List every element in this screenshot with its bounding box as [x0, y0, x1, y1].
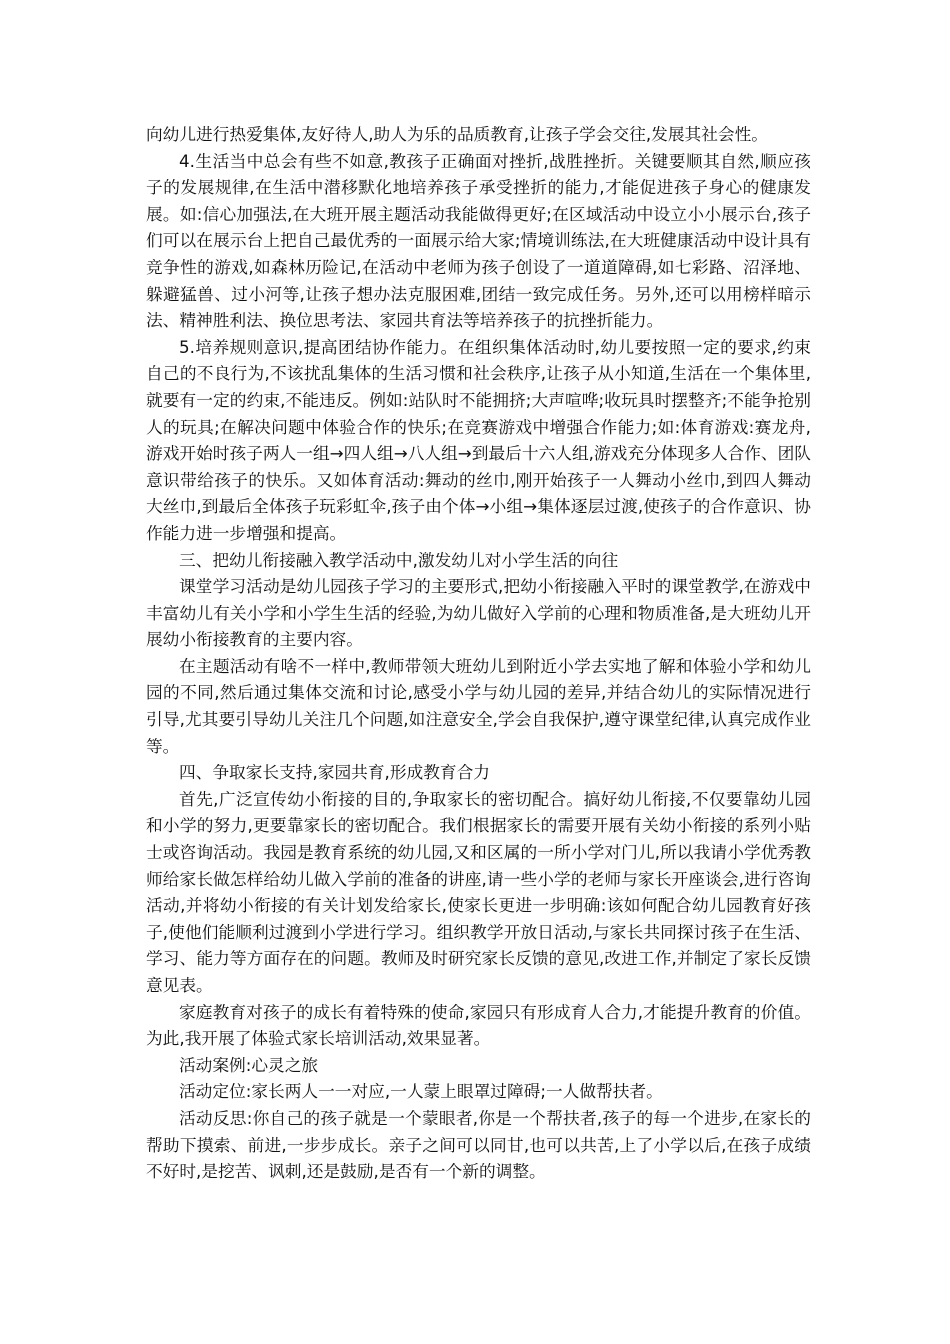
paragraph-case-positioning: 活动定位:家长两人一一对应,一人蒙上眼罩过障碍;一人做帮扶者。: [179, 1081, 663, 1102]
section-heading-3: 三、把幼儿衔接融入教学活动中,激发幼儿对小学生活的向往: [179, 549, 619, 570]
paragraph-item-5: 5.培养规则意识,提高团结协作能力。在组织集体活动时,幼儿要按照一定的要求,约束自己的不良行为,不该扰乱集体的生活习惯和社会秩序,让孩子从小知道,生活在一个集体里,就要有一定的约束,不能违反。例如:站队时不能拥挤;大声喧哗;收玩具时摆整齐;不能争抢别人的玩具;在解决问题中体验合作的快乐;在竞赛游戏中增强合作能力;如:体育游戏:赛龙舟,游戏开始时孩子两人一组→四人组→八人组→到最后十六人组,游戏充分体现多人合作、团队意识带给孩子的快乐。又如体育活动:舞动的丝巾,刚开始孩子一人舞动小丝巾,到四人舞动大丝巾,到最后全体孩子玩彩虹伞,孩子由个体→小组→集体逐层过渡,使孩子的合作意识、协作能力进一步增强和提高。: [146, 336, 811, 543]
paragraph-case-title: 活动案例:心灵之旅: [179, 1054, 319, 1075]
document-body: [146, 121, 811, 1185]
paragraph-continuation: 向幼儿进行热爱集体,友好待人,助人为乐的品质教育,让孩子学会交往,发展其社会性。: [146, 124, 768, 144]
section-heading-4: 四、争取家长支持,家园共育,形成教育合力: [179, 762, 490, 783]
paragraph-theme-activity: 在主题活动有啥不一样中,教师带领大班幼儿到附近小学去实地了解和体验小学和幼儿园的不同,然后通过集体交流和讨论,感受小学与幼儿园的差异,并结合幼儿的实际情况进行引导,尤其要引导幼儿关注几个问题,如注意安全,学会自我保护,遵守课堂纪律,认真完成作业等。: [146, 655, 811, 756]
paragraph-parents: 首先,广泛宣传幼小衔接的目的,争取家长的密切配合。搞好幼儿衔接,不仅要靠幼儿园和小学的努力,更要靠家长的密切配合。我们根据家长的需要开展有关幼小衔接的系列小贴士或咨询活动。我园是教育系统的幼儿园,又和区属的一所小学对门儿,所以我请小学优秀教师给家长做怎样给幼儿做入学前的准备的讲座,请一些小学的老师与家长开座谈会,进行咨询活动,并将幼小衔接的有关计划发给家长,使家长更进一步明确:该如何配合幼儿园教育好孩子,使他们能顺利过渡到小学进行学习。组织教学开放日活动,与家长共同探讨孩子在生活、学习、能力等方面存在的问题。教师及时研究家长反馈的意见,改进工作,并制定了家长反馈意见表。: [146, 788, 811, 995]
paragraph-item-4: 4.生活当中总会有些不如意,教孩子正确面对挫折,战胜挫折。关键要顺其自然,顺应孩子的发展规律,在生活中潜移默化地培养孩子承受挫折的能力,才能促进孩子身心的健康发展。如:信心加强法,在大班开展主题活动我能做得更好;在区域活动中设立小小展示台,孩子们可以在展示台上把自己最优秀的一面展示给大家;情境训练法,在大班健康活动中设计具有竞争性的游戏,如森林历险记,在活动中老师为孩子创设了一道道障碍,如七彩路、沼泽地、躲避猛兽、过小河等,让孩子想办法克服困难,团结一致完成任务。另外,还可以用榜样暗示法、精神胜利法、换位思考法、家园共育法等培养孩子的抗挫折能力。: [146, 150, 811, 331]
paragraph-family-education: 家庭教育对孩子的成长有着特殊的使命,家园只有形成育人合力,才能提升教育的价值。为此,我开展了体验式家长培训活动,效果显著。: [146, 1001, 811, 1049]
paragraph-case-reflection: 活动反思:你自己的孩子就是一个蒙眼者,你是一个帮扶者,孩子的每一个进步,在家长的帮助下摸索、前进,一步步成长。亲子之间可以同甘,也可以共苦,上了小学以后,在孩子成绩不好时,是挖苦、讽刺,还是鼓励,是否有一个新的调整。: [146, 1107, 811, 1182]
paragraph-classroom: 课堂学习活动是幼儿园孩子学习的主要形式,把幼小衔接融入平时的课堂教学,在游戏中丰富幼儿有关小学和小学生生活的经验,为幼儿做好入学前的心理和物质准备,是大班幼儿开展幼小衔接教育的主要内容。: [146, 576, 811, 650]
